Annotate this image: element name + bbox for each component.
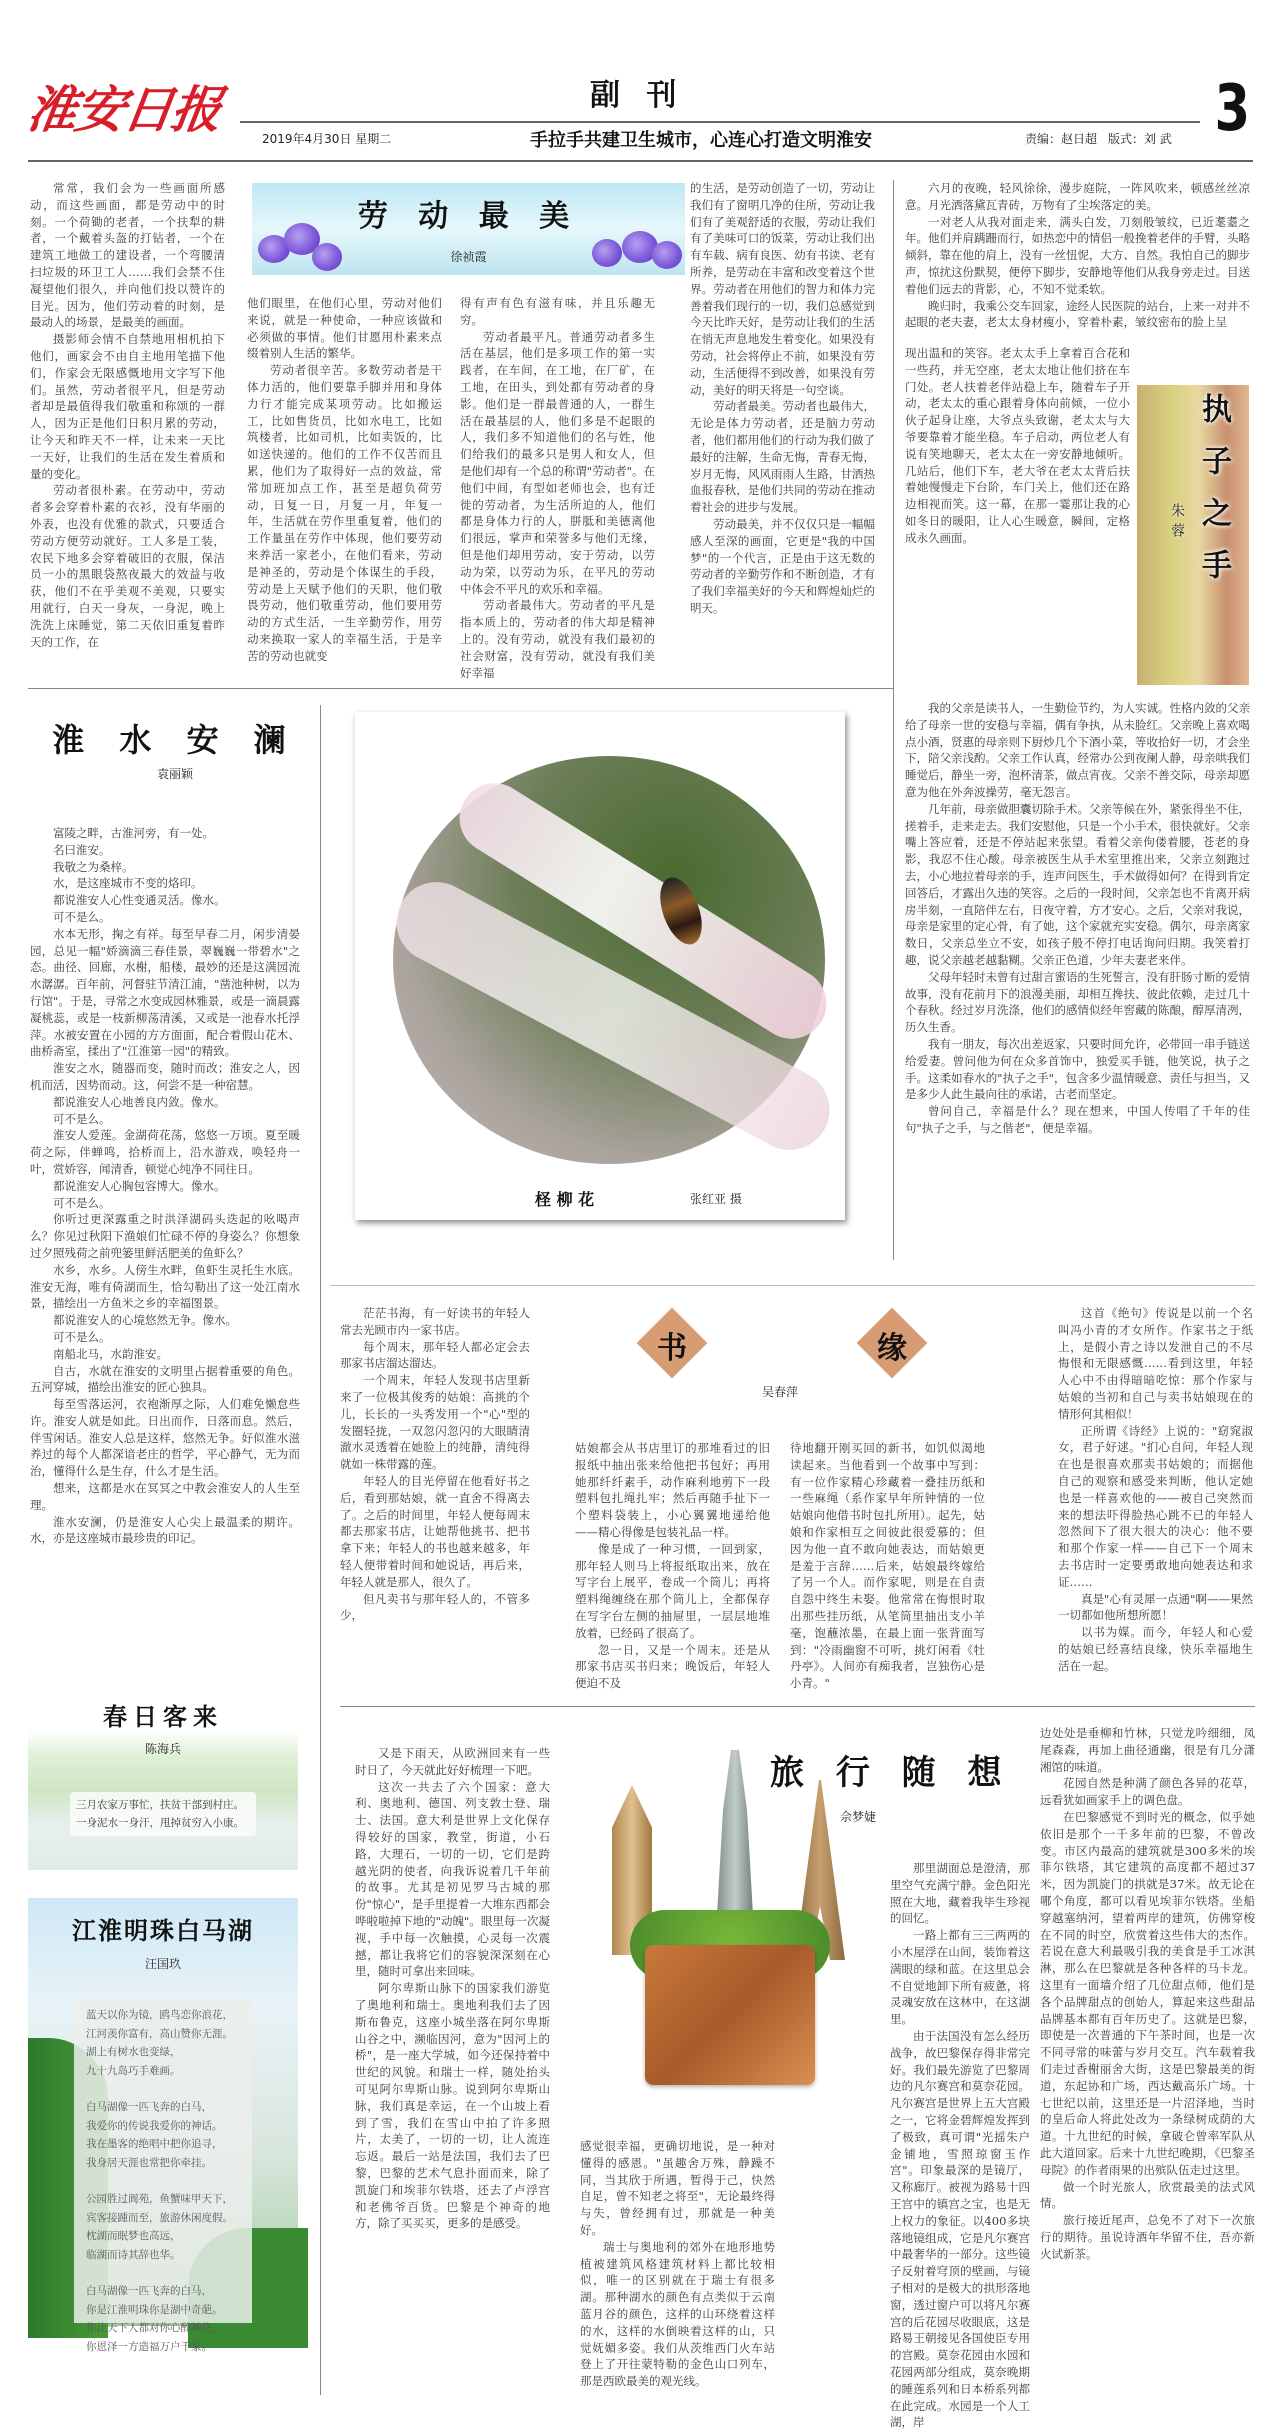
lvxing-col1: 又是下雨天，从欧洲回来有一些时日了，今天就此好好梳理一下吧。 这次一共去了六个国家：意大利、奥地利、德国、列支敦士登、瑞士、法国。意大利是世界上文化保存得较好的国家，教堂，街道，小石路，大理石，一切的一切，它们是跨越光阴的使者，向我诉说着几千年前的故事。尤其是初见罗马古城的那份"惊心"，是手里提着一大堆东西都会哗啦啦掉下地的"动魄"。眼里每一次凝视，手中每一次触摸，心灵每一次震撼，都让我将它们的容貌深深刻在心里，随时可拿出来回味。 阿尔卑斯山脉下的国家我们游览了奥地利和瑞士。奥地利我们去了因斯布鲁克，这座小城坐落在阿尔卑斯山谷之中，濒临因河，意为"因河上的桥"，是一座大学城，如今还保持着中世纪的风貌。和瑞士一样，随处抬头可见阿尔卑斯山脉。说到阿尔卑斯山脉，我们真是幸运，在一个山坡上看到了雪，我们在雪山中拍了许多照片，太美了，一切的一切，让人流连忘返。最后一站是法国，我们去了巴黎，巴黎的艺术气息扑面而来，除了凯旋门和埃菲尔铁塔，还去了卢浮宫和老佛爷百货。巴黎是个神奇的地方，除了买买买，更多的是感受。	[355, 1746, 550, 2231]
stanza: 白马湖像一匹飞奔的白马， 你是江淮明珠你是湖中奇葩。 你让天下人都对你心醉神往， 你恩泽一方造福万户千家。	[86, 2285, 223, 2353]
chunri-title: 春日客来	[103, 1703, 223, 1731]
shuyuan-title-left: 书	[657, 1331, 687, 1366]
huaishui-body: 富陵之畔，古淮河旁，有一处。 名曰淮安。 我敬之为桑梓。 水，是这座城市不变的烙印。 都说淮安人心性变通灵活。像水。 可不是么。 水本无形，掬之有祥。每至早春二月，闲步清晏园，总见一幅"娇滴滴三春佳景，翠巍巍一带碧水"之态。曲径、回廊，水榭，船楼，最妙的还是这满园流水潺潺。百年前，河督驻节清江浦，"凿池种树，以为行馆"。于是，寻常之水变成园林雅景，或是一滴晨露凝桃蕊，或是一枝新柳荡清溪，又或是一池春水托浮萍。水被安置在小园的方方面面，配合着假山花木、曲桥斋室，揉出了"江淮第一园"的精致。 淮安之水，随器而变，随时而改；淮安之人，因机而活，因势而动。这，何尝不是一种宿慧。 都说淮安人心地善良内敛。像水。 可不是么。 淮安人爱莲。金湖荷花荡，悠悠一万顷。夏至暖荷之际，伴蝉鸣，拾桥而上，沿水游戏，唤轻舟一叶，赏娇容，闻清香，顿觉心纯净不同往日。 都说淮安人心胸包容博大。像水。 可不是么。 你听过更深露重之时洪泽湖码头迭起的吆喝声么？你见过秋阳下渔娘们忙碌不停的身姿么？你想象过夕照残荷之前兜篓里鲜活肥美的鱼虾么？ 水乡，水乡。人傍生水畔，鱼虾生灵托生水底。淮安无海，唯有倚湖而生，恰勾勒出了这一处江南水景，描绘出一方鱼米之乡的幸福图景。 都说淮安人的心境悠然无争。像水。 可不是么。 南船北马，水韵淮安。 自古，水就在淮安的文明里占据着重要的角色。五河穿城，描绘出淮安的匠心独具。 每至雪落运河，衣袍渐厚之际，人们难免懒怠些许。淮安人就是如此。日出而作，日落而息。然后，伴雪闲话。淮安人总是这样，悠然无争。好似淮水滋养过的每个人都深谙老庄的哲学，平心静气，无为而治，懂得什么是生存，什么才是生活。 想来，这都是水在冥冥之中教会淮安人的人生至理。 淮水安澜，仍是淮安人心尖上最温柔的期许。水，亦是这座城市最珍贵的印记。	[30, 826, 300, 1546]
slogan: 手拉手共建卫生城市，心连心打造文明淮安	[530, 130, 872, 151]
suitcase-icon	[645, 1945, 815, 2085]
zhizi-author: 朱蓉	[1169, 503, 1185, 543]
chunri-poem: 三月农家万事忙，扶贫干部到村庄。 一身泥水一身汗，甩掉贫穷入小康。	[70, 1792, 256, 1836]
laodong-col1: 常常，我们会为一些画面所感动，而这些画面，都是劳动中的时刻。一个荷锄的老者，一个扶犁的耕者，一个戴着头盔的打钻者，一个在建筑工地做工的建设者，一个弯腰清扫垃圾的环卫工人……我们会禁不住凝望他们很久，并向他们投以赞许的目光。因为，他们劳动着的时刻，是最动人的场景，是最美的画面。 摄影师会情不自禁地用相机拍下他们，画家会不由自主地用笔描下他们，作家会无限感慨地用文字写下他们。虽然，劳动者很平凡，但是劳动者却是最值得我们敬重和称颂的一群人，因为正是他们日积月累的劳动，让今天和昨天不一样，让未来一天比一天好，让我们的生活在发生着质和量的变化。 劳动者很朴素。在劳动中，劳动者多会穿着朴素的衣衫，没有华丽的外表，也没有优雅的款式，只要适合劳动方便劳动就好。工人多是工装，农民下地多会穿着破旧的衣服，保洁员一小的黑眼袋熬夜最大的效益与收获，他们不在乎美观不美观，只要实用就行，白天一身灰，一身泥，晚上洗洗上床睡觉，第二天依旧重复着昨天的工作，在	[30, 181, 225, 649]
section-rule	[330, 1285, 1255, 1286]
section-rule	[340, 1706, 1255, 1707]
zhizi-narrow: 现出温和的笑容。老太太手上拿着百合花和一些药，并无空座，老太太地让他们挤在车门处。老人扶着老伴站稳上车，随着车子开动，老太太的重心跟着身体向前倾，一位小伙子起身让座，大爷点头致谢，老太太与大爷要靠着才能坐稳。车子启动，两位老人有说有笑地聊天，老太太在一旁安静地倾听。几站后，他们下车，老大爷在老太太背后扶着她慢慢走下台阶，车门关上，他们还在路边相视而笑。这一幕，在那一霎那让我的心如冬日的暖阳，让人心生暖意，瞬间，定格成永久画面。	[905, 346, 1130, 545]
lvxing-title: 旅 行 随 想	[770, 1753, 1012, 1793]
zhizi-bottom: 我的父亲是读书人，一生勤俭节约，为人实诚。性格内敛的父亲给了母亲一世的安稳与幸福，偶有争执，从未脸红。父亲晚上喜欢喝点小酒，贤惠的母亲则下厨炒几个下酒小菜，等收拾好一切，才会坐下，陪父亲浅酌。父亲工作认真，经常办公到夜阑人静，母亲哄我们睡觉后，静坐一旁，泡杯清茶，做点宵夜。父亲不善交际，母亲却愿意为他在外奔波操劳，毫无怨言。 几年前，母亲做胆囊切除手术。父亲等候在外，紧张得坐不住，搓着手，走来走去。我们安慰他，只是一个小手术，很快就好。父亲嘴上答应着，还是不停站起来张望。看着父亲佝偻着腰，苍老的身影，我忍不住心酸。母亲被医生从手术室里推出来，父亲立刻跑过去，小心地拉着母亲的手，连声问医生，手术做得如何？在得到肯定回答后，才露出久违的笑容。之后的一段时间，父亲怎也不肯离开病房半刻，一直陪伴左右，日夜守着，方才安心。之后，父亲对我说，母亲是家里的定心骨，有了她，这个家就充实安稳。偶尔，母亲离家数日，父亲总坐立不安，如孩子般不停打电话询问归期。我笑着打趣，说父亲越老越黏糊。父亲正色道，少年夫妻老来伴。 父母年轻时未曾有过甜言蜜语的生死誓言，没有肝肠寸断的爱情故事，没有花前月下的浪漫美丽，却相互搀扶、彼此依赖，走过几十个春秋。经过岁月洗涤，他们的感情似经年窖藏的陈酿，醇厚清冽，历久生香。 我有一朋友，每次出差返家，只要时间允许，必带回一串手链送给爱妻。曾问他为何在众多首饰中，独爱买手链，他笑说，执子之手。这柔如春水的"执子之手"，包含多少温情暖意、责任与担当，又是多少人此生最向往的承诺，古老而坚定。 曾问自己，幸福是什么？现在想来，中国人传唱了千年的佳句"执子之手，与之偕老"，便是幸福。	[905, 701, 1250, 1135]
column-divider	[893, 180, 894, 1260]
photo-frame	[355, 712, 845, 1220]
stanza: 公园胜过阆苑，鱼蟹味甲天下， 宾客接踵而至，旅游休闲度假。 枕湖而眠梦也高远， 临湖而诗其辞也华。	[86, 2193, 233, 2261]
laodong-author: 徐祯霞	[450, 250, 487, 264]
chunri-box	[28, 1695, 298, 1870]
baimahu-box	[28, 1898, 298, 2353]
chunri-author: 陈海兵	[144, 1742, 181, 1756]
layout-credit: 版式：刘 武	[1108, 132, 1172, 146]
zhizi-top: 六月的夜晚，轻风徐徐，漫步庭院，一阵风吹来，顿感丝丝凉意。月光洒落黛瓦青砖，万物有了尘埃落定的美。 一对老人从我对面走来，满头白发，刀刻般皱纹，已近耄耋之年。他们并肩蹒跚而行，如热恋中的情侣一般挽着老伴的手臂，头略倾斜，靠在他的肩上，没有一丝忸怩，大方、自然。我怕自己的脚步声，惊扰这份默契，便停下脚步，安静地等他们从我身旁走过。目送着他们远去的背影，心，不知不觉柔软。 晚归时，我乘公交车回家，途经人民医院的站台，上来一对并不起眼的老夫妻，老太太身材瘦小，穿着朴素，皱纹密布的脸上呈	[905, 181, 1250, 330]
laodong-banner	[252, 183, 685, 275]
zhizi-title-image	[1137, 385, 1249, 685]
shuyuan-author: 吴春萍	[761, 1385, 798, 1399]
issue-date: 2019年4月30日 星期二	[262, 132, 392, 146]
zhizi-title: 执子之手	[1196, 393, 1231, 601]
stanza: 白马湖像一匹飞奔的白马， 我爱你的传说我爱你的神话。 我在墨客的绝唱中把你追寻， 我身居天涯也常把你牵挂。	[86, 2101, 223, 2169]
lvxing-col4: 边处处是垂柳和竹林，只觉龙吟细细，凤尾森森，再加上曲径通幽，很是有几分潇湘馆的味道。 花园自然是种满了颜色各异的花草，远看犹如画家手上的调色盘。 在巴黎感觉不到时光的概念，似乎她依旧是那个一千多年前的巴黎，不曾改变。市区内最高的建筑就是300多米的埃菲尔铁塔，其它建筑的高度都不超过37米，因为凯旋门的拱就是37米。故无论在哪个角度，都可以看见埃菲尔铁塔。坐船穿越塞纳河，望着两岸的建筑，仿佛穿梭在不同的时空，欣赏着这些伟大的杰作。若说在意大利最吸引我的美食是手工冰淇淋，那么在巴黎就是各种各样的马卡龙。这里有一面墙介绍了几位甜点师，他们是各个品牌甜点的创始人，算起来这些甜品品牌基本都有百年历史了。这就是巴黎，即使是一次普通的下午茶时间，也是一次不同寻常的味蕾与岁月交互。汽车载着我们走过香榭丽舍大街，这是巴黎最美的街道，东起协和广场，西达戴高乐广场。十七世纪以前，这里还是一片沼泽地，当时的皇后命人将此处改为一条绿树成荫的大道。十九世纪的时候，拿破仑曾率军队从此大道回家。后来十九世纪晚期，《巴黎圣母院》的作者雨果的出殡队伍走过这里。 做一个时光旅人，欣赏最美的法式风情。 旅行接近尾声，总免不了对下一次旅行的期待。虽说诗酒年华留不住，吾亦新火试新茶。	[1040, 1726, 1255, 2261]
lvxing-author: 佘梦婕	[840, 1810, 877, 1824]
shuyuan-title-right: 缘	[877, 1331, 907, 1366]
huaishui-title: 淮 水 安 澜	[52, 721, 298, 759]
shuyuan-col1: 茫茫书海，有一好读书的年轻人常去光顾市内一家书店。 每个周末，那年轻人都必定会去那家书店溜达溜达。 一个周末，年轻人发现书店里新来了一位极其俊秀的姑娘：高挑的个儿，长长的一头秀发用一个"心"型的发圈轻拢，一双忽闪忽闪的大眼睛清澈水灵透着在她脸上的纯静，清纯得就如一株带露的莲。 年轻人的目光停留在他看好书之后，看到那姑娘，就一直舍不得离去了。之后的时间里，年轻人便每周末都去那家书店，让她帮他挑书、把书拿下来；年轻人的书也越来越多，年轻人便带着时间和她说话，再后来，年轻人就是那人，很久了。 但凡卖书与那年轻人的，不管多少，	[340, 1306, 530, 1623]
laodong-col4: 的生活，是劳动创造了一切，劳动让我们有了窗明几净的住所，劳动让我们有了美观舒适的衣服，劳动让我们有了美味可口的饭菜，劳动让我们出有车载、病有良医、幼有书读、老有所养，是劳动在丰富和改变着这个世界。劳动者在用他们的智力和体力完善着我们现行的一切，我们总感觉到今天比昨天好，是劳动让我们的生活在悄无声息地发生着变化。如果没有劳动，社会将停止不前，如果没有劳动，生活便得不到改善，如果没有劳动，美好的明天将是一句空谈。 劳动者最美。劳动者也最伟大，无论是体力劳动者，还是脑力劳动者，他们都用他们的行动为我们做了最好的注解，生命无悔，青春无悔，岁月无悔，风风雨雨人生路，甘洒热血报春秋，是他们共同的劳动在推动着社会的进步与发展。 劳动最美，并不仅仅只是一幅幅感人至深的画面，它更是"我的中国梦"的一个代言，正是由于这无数的劳动者的辛勤劳作和不断创造，才有了我们幸福美好的今天和辉煌灿烂的明天。	[690, 181, 875, 615]
shuyuan-col3: 待地翻开刚买回的新书，如饥似渴地读起来。当他看到一个故事中写到：有一位作家精心珍藏着一叠挂历纸和一些麻绳（系作家早年所钟情的一位姑娘向他借书时包扎所用）。起先，姑娘和作家相互之间彼此很爱慕的；但因为他一直不敢向她表达，而姑娘更是羞于言辞……后来，姑娘最终嫁给了另一个人。而作家呢，则是在自责自怨中终生未娶。他常常在悔恨时取出那些挂历纸，从笔筒里抽出支小羊毫，饱蘸浓墨，在最上面一张背面写到："冷雨幽窗不可听，挑灯闲看《牡丹亭》。人间亦有痴我者，岂独伤心是小青。"	[790, 1441, 985, 1691]
masthead	[0, 0, 1280, 160]
laodong-col3: 得有声有色有滋有味，并且乐趣无穷。 劳动者最平凡。普通劳动者多生活在基层，他们是多项工作的第一实践者，在车间，在工地，在厂矿，在工地，在田头，到处都有劳动者的身影。他们是一群最普通的人，一群生活在最基层的人，他们多是不起眼的人，我们多不知道他们的名与姓，他们给我们的最多只是男人和女人，但是他们却有一个总的称谓"劳动者"。在他们中间，有型如老师也会，也有迁徙的劳动者，为生活所迫的人，他们都是身体力行的人，胼胝和美德离他们很远，掌声和荣誉多与他们无缘，但是他们却用劳动，安于劳动，以劳动为荣，以劳动为乐，在平凡的劳动中体会不平凡的欢乐和幸福。 劳动者最伟大。劳动者的平凡是指本质上的，劳动者的伟大却是精神上的。没有劳动，就没有我们最初的社会财富，没有劳动，就没有我们美好幸福	[460, 296, 655, 680]
baimahu-poem	[74, 1998, 252, 2353]
photo-credit: 张红亚 摄	[690, 1192, 742, 1206]
page-number: 3	[1214, 72, 1251, 146]
section-rule	[28, 688, 893, 689]
baimahu-title: 江淮明珠白马湖	[72, 1917, 254, 1945]
shuyuan-col2: 姑娘都会从书店里订的那堆看过的旧报纸中抽出张来给他把书包好；再用她那纤纤素手，动作麻利地剪下一段塑料包扎绳扎牢；然后再随手扯下一个塑料袋装上，小心翼翼地递给他——精心得像是包装礼品一样。 像是成了一种习惯，一回到家，那年轻人则马上将报纸取出来，放在写字台上展平，卷成一个筒儿；再将塑料绳缠绕在那个筒儿上，全都保存在写字台左侧的抽屉里，一层层地堆放着，已经码了很高了。 忽一日，又是一个周末。还是从那家书店买书归来；晚饭后，年轻人便迫不及	[575, 1441, 770, 1691]
photo-tamarisk-flower	[393, 756, 825, 1164]
shuyuan-col4: 这首《绝句》传说是以前一个名叫冯小青的才女所作。作家书之于纸上，是假小青之诗以发泄自己的不尽悔恨和无限感慨……看到这里，年轻人心中不由得暗暗吃惊：那个作家与姑娘的当初和自己与卖书姑娘现在的情形何其相似！ 正所谓《诗经》上说的："窈窕淑女，君子好逑。"扪心自问，年轻人现在也是很喜欢那卖书姑娘的；而据他自己的观察和感受来判断，他认定她也是一样喜欢他的——被自己突然而来的想法吓得脸热心跳不已的年轻人忽然间下了很大很大的决心：他不要和那个作家一样——自己下一个周末去书店时一定要勇敢地向她表达和求证…… 真是"心有灵犀一点通"啊——果然一切都如他所想所愿！ 以书为媒。而今，年轻人和心爱的姑娘已经喜结良缘，快乐幸福地生活在一起。	[1058, 1306, 1253, 1673]
section-title: 副 刊	[590, 78, 685, 113]
photo-caption: 柽 柳 花	[535, 1190, 595, 1209]
lvxing-col3: 那里湖面总是澄清，那里空气充满宁静。金色阳光照在大地，藏着我毕生珍视的回忆。 一路上都有三三两两的小木屋浮在山间，装饰着这满眼的绿和蓝。在这里总会不自觉地卸下所有疲惫，将灵魂安放在这林中，在这湖里。 由于法国没有怎么经历战争，故巴黎保存得非常完好。我们最先游览了巴黎周边的凡尔赛宫和莫奈花园。凡尔赛宫是世界上五大宫殿之一，它将金碧辉煌发挥到了极致，真可谓"光摇朱户金铺地，雪照琼窗玉作宫"。印象最深的是镜厅，又称廊厅。被视为路易十四王宫中的镇宫之宝，也是无上权力的象征。以400多块落地镜组成，它是凡尔赛宫中最奢华的一部分。这些镜子反射着穹顶的壁画，与镜子相对的是极大的拱形落地窗，透过窗户可以将凡尔赛宫的后花园尽收眼底，这是路易王朝接见各国使臣专用的宫殿。莫奈花园由水园和花园两部分组成，莫奈晚期的睡莲系列和日本桥系列都在此完成。水园是一个人工湖，岸	[890, 1861, 1030, 2430]
editor-credit: 责编：赵日超	[1025, 132, 1098, 146]
laodong-col2: 他们眼里，在他们心里，劳动对他们来说，就是一种使命，一种应该做和必须做的事情。他们甘愿用朴素来点缀着别人生活的繁华。 劳动者很辛苦。多数劳动者是干体力活的，他们要靠手脚并用和身体力行才能完成某项劳动。比如搬运工，比如售货员，比如水电工，比如筑楼者，比如司机，比如卖饭的，比如送快递的。他们的工作不仅苦而且累，他们为了取得好一点的效益，常常加班加点工作，甚至是超负荷劳动，日复一日，月复一月，年复一年，生活就在劳作里重复着，他们的工作量虽在劳作中体现，他们要劳动来养活一家老小，在他们看来，劳动是神圣的，劳动是个体谋生的手段，劳动是上天赋予他们的天职，他们敬畏劳动，他们敬重劳动，他们要用劳动的方式生活，一生辛勤劳作，用劳动来换取一家人的幸福生活，于是辛苦的劳动也就变	[247, 296, 442, 663]
masthead-rule-bottom	[28, 160, 1253, 162]
lvxing-col2: 感觉很幸福，更确切地说，是一种对懂得的感恩。"虽趣舍万殊，静躁不同，当其欣于所遇，暂得于己，快然自足，曾不知老之将至"，无论最终得与失，曾经拥有过，那就是一种美好。 瑞士与奥地利的郊外在地形地势植被建筑风格建筑材料上都比较相似，唯一的区别就在于瑞士有很多湖。那种湖水的颜色有点类似于云南蓝月谷的颜色，这样的山环绕着这样的水，这样的水倒映着这样的山，只觉妩媚多姿。我们从茨维西门火车站登上了开往蒙特勒的金色山口列车，那是西欧最美的观光线。	[580, 2139, 775, 2389]
huaishui-author: 袁丽颖	[156, 767, 193, 781]
newspaper-logo: 淮安日报	[23, 80, 224, 139]
baimahu-author: 汪国玖	[144, 1957, 181, 1971]
column-divider	[320, 705, 321, 2395]
masthead-rule-top	[240, 121, 1200, 123]
laodong-title: 劳 动 最 美	[357, 199, 580, 234]
stanza: 蓝天以你为镜，鸥鸟恋你浪花， 江河羡你富有，高山赞你无涯。 湖上有树水也变绿， 九十九岛巧手难画。	[86, 2009, 233, 2077]
